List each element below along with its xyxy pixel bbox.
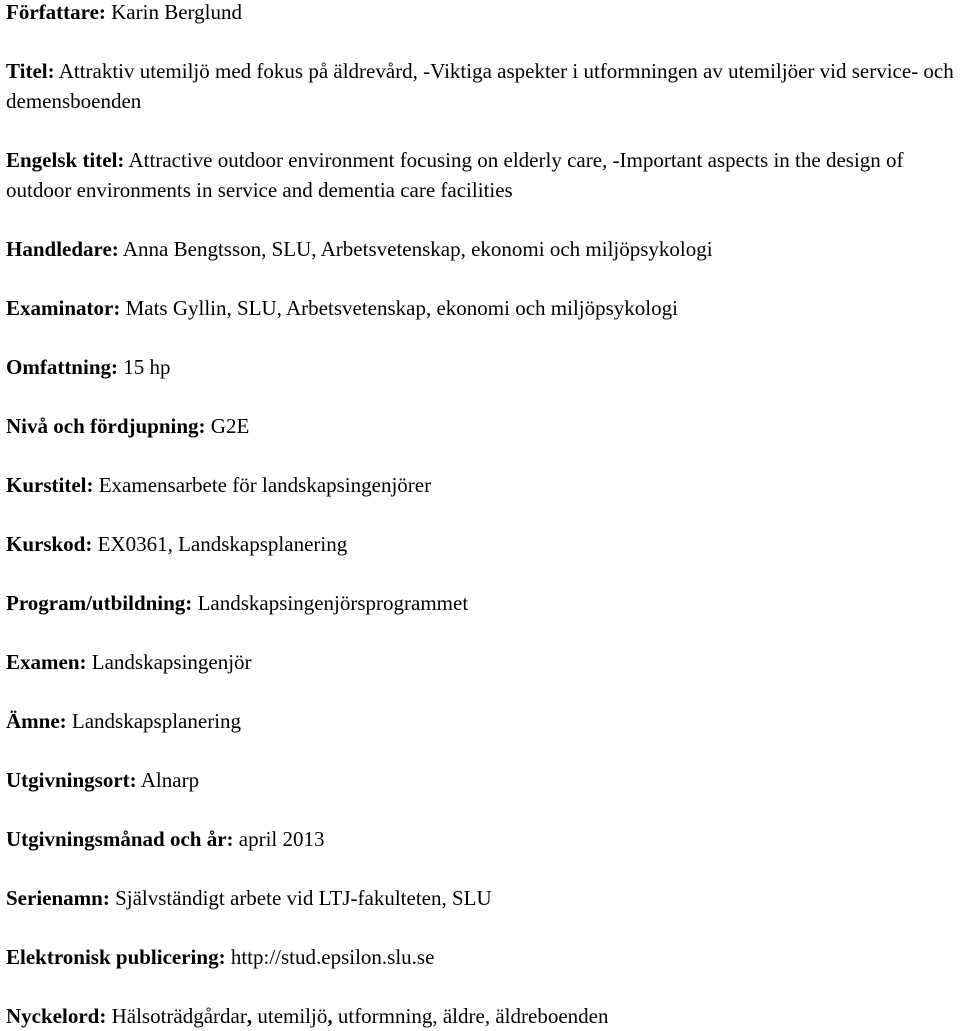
keyword: utemiljö <box>257 1004 328 1028</box>
field-title <box>6 56 956 116</box>
field-examiner <box>6 293 956 323</box>
field-label: Utgivningsmånad och år: <box>6 827 234 851</box>
field-label: Nivå och fördjupning: <box>6 414 206 438</box>
field-keywords <box>6 1001 956 1031</box>
field-date <box>6 824 956 854</box>
field-series <box>6 883 956 913</box>
field-author <box>6 0 956 27</box>
field-supervisor <box>6 234 956 264</box>
document-page <box>6 0 956 1031</box>
field-label: Kurstitel: <box>6 473 94 497</box>
field-program <box>6 588 956 618</box>
keyword: äldre <box>442 1004 485 1028</box>
field-value: Attraktiv utemiljö med fokus på äldrevård, -Viktiga aspekter i utformningen av utemiljöer vid service- och demensboenden <box>6 59 954 113</box>
keyword-separator: , <box>246 1004 253 1028</box>
field-value: Mats Gyllin, SLU, Arbetsvetenskap, ekonomi och miljöpsykologi <box>120 296 678 320</box>
field-value: 15 hp <box>118 355 171 379</box>
field-label: Titel: <box>6 59 55 83</box>
field-course-title <box>6 470 956 500</box>
keyword-separator: , <box>432 1004 438 1028</box>
field-course-code <box>6 529 956 559</box>
keyword-separator: , <box>327 1004 333 1028</box>
field-value: Anna Bengtsson, SLU, Arbetsvetenskap, ekonomi och miljöpsykologi <box>118 237 713 261</box>
field-level <box>6 411 956 441</box>
field-label: Engelsk titel: <box>6 148 125 172</box>
field-value: Karin Berglund <box>105 0 242 24</box>
field-value: G2E <box>205 414 250 438</box>
field-label: Författare: <box>6 0 106 24</box>
field-english-title <box>6 145 956 205</box>
field-value: Landskapsingenjörsprogrammet <box>192 591 469 615</box>
field-label: Utgivningsort: <box>6 768 137 792</box>
field-label: Program/utbildning: <box>6 591 193 615</box>
field-value: Examensarbete för landskapsingenjörer <box>93 473 432 497</box>
field-electronic-publication <box>6 942 956 972</box>
field-value: http://stud.epsilon.slu.se <box>225 945 435 969</box>
field-value: Självständigt arbete vid LTJ-fakulteten, SLU <box>109 886 492 910</box>
field-label: Elektronisk publicering: <box>6 945 226 969</box>
field-label: Nyckelord: <box>6 1004 107 1028</box>
field-place <box>6 765 956 795</box>
field-scope <box>6 352 956 382</box>
keyword: äldreboenden <box>495 1004 609 1028</box>
field-value: EX0361, Landskapsplanering <box>92 532 348 556</box>
field-value: Alnarp <box>136 768 200 792</box>
field-label: Serienamn: <box>6 886 110 910</box>
field-subject <box>6 706 956 736</box>
field-value: Landskapsingenjör <box>86 650 252 674</box>
field-label: Kurskod: <box>6 532 93 556</box>
field-label: Examinator: <box>6 296 121 320</box>
field-label: Examen: <box>6 650 87 674</box>
keyword: utformning <box>337 1004 433 1028</box>
field-degree <box>6 647 956 677</box>
field-label: Handledare: <box>6 237 119 261</box>
field-value: Landskapsplanering <box>66 709 242 733</box>
field-value: april 2013 <box>233 827 325 851</box>
keyword-separator: , <box>484 1004 491 1028</box>
field-value: Attractive outdoor environment focusing on elderly care, -Important aspects in the design of outdoor environments in service and dementia care facilities <box>6 148 904 202</box>
field-label: Omfattning: <box>6 355 118 379</box>
keyword: Hälsoträdgårdar <box>111 1004 247 1028</box>
field-label: Ämne: <box>6 709 67 733</box>
